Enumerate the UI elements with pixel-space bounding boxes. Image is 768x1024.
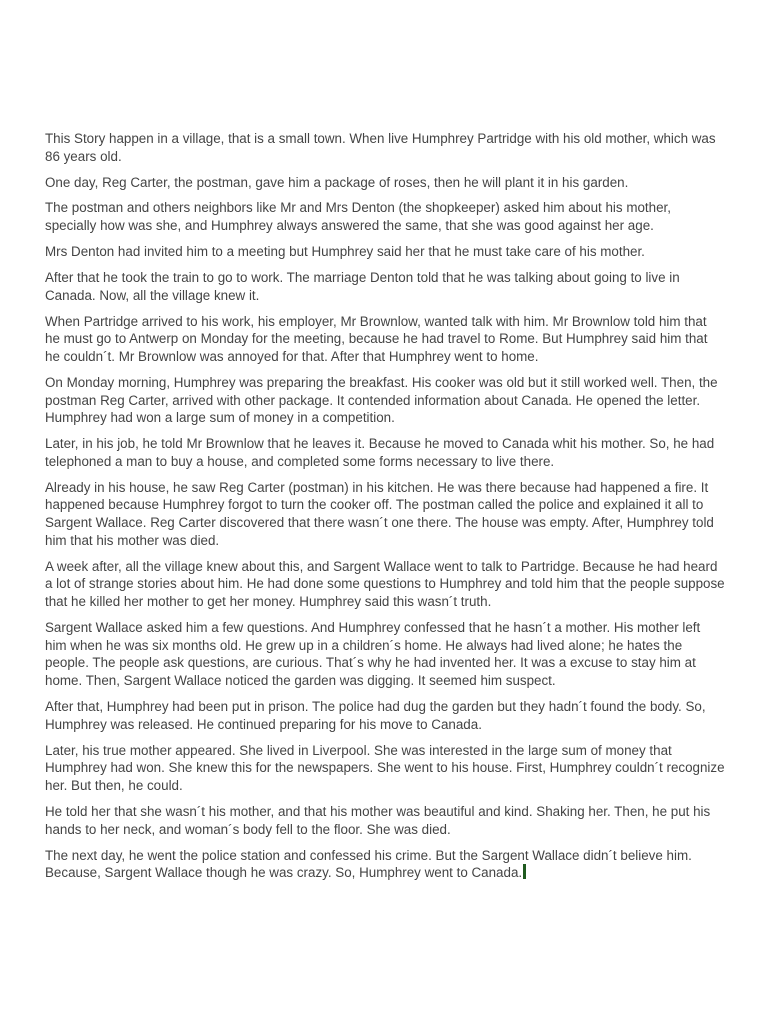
paragraph-1: This Story happen in a village, that is a small town. When live Humphrey Partridge with his old mother, which was 86 years old. [45, 131, 716, 164]
paragraph-4: Mrs Denton had invited him to a meeting but Humphrey said her that he must take care of his mother. [45, 244, 645, 260]
paragraph-3: The postman and others neighbors like Mr and Mrs Denton (the shopkeeper) asked him about his mother, specially how was she, and Humphrey always answered the same, that she was good against her age. [45, 200, 671, 234]
paragraph-10: A week after, all the village knew about this, and Sargent Wallace went to talk to Partridge. Because he had heard a lot of strange stories about him. He had done some questions to Humphrey and told him that the people suppose that he killed her mother to get her money. Humphrey said this wasn´t truth. [45, 558, 725, 610]
paragraph-2: One day, Reg Carter, the postman, gave him a package of roses, then he will plant it in his garden. [45, 174, 629, 190]
paragraph-13: Later, his true mother appeared. She lived in Liverpool. She was interested in the large sum of money that Humphrey had won. She knew this for the newspapers. She went to his house. First, Humphrey couldn´t recognize her. But then, he could. [45, 742, 725, 794]
text-cursor [523, 864, 526, 879]
paragraph-14: He told her that she wasn´t his mother, and that his mother was beautiful and kind. Shaking her. Then, he put his hands to her neck, and woman´s body fell to the floor. She was died. [45, 803, 711, 837]
paragraph-15-text: The next day, he went the police station and confessed his crime. But the Sargent Wallace didn´t believe him. Because, Sargent Wallace though he was crazy. So, Humphrey went to Canada. [45, 847, 692, 881]
paragraph-12: After that, Humphrey had been put in prison. The police had dug the garden but they hadn´t found the body. So, Humphrey was released. He continued preparing for his move to Canada. [45, 699, 706, 732]
paragraph-5: After that he took the train to go to work. The marriage Denton told that he was talking about going to live in Canada. Now, all the village knew it. [45, 269, 680, 303]
paragraph-11: Sargent Wallace asked him a few questions. And Humphrey confessed that he hasn´t a mother. His mother left him when he was six months old. He grew up in a children´s home. He always had lived alone; he hates the people. The people ask questions, are curious. That´s why he had invented her. It was a excuse to stay him at home. Then, Sargent Wallace noticed the garden was digging. It seemed him suspect. [45, 620, 701, 689]
paragraph-7: On Monday morning, Humphrey was preparing the breakfast. His cooker was old but it still worked well. Then, the postman Reg Carter, arrived with other package. It contended information about Canada. He opened the letter. Humphrey had won a large sum of money in a competition. [45, 374, 718, 426]
document-body[interactable] [45, 130, 725, 890]
paragraph-8: Later, in his job, he told Mr Brownlow that he leaves it. Because he moved to Canada whit his mother. So, he had telephoned a man to buy a house, and completed some forms necessary to live there. [45, 436, 715, 469]
paragraph-15 [45, 847, 725, 882]
paragraph-9: Already in his house, he saw Reg Carter (postman) in his kitchen. He was there because had happened a fire. It happened because Humphrey forgot to turn the cooker off. The postman called the police and explained it all to Sargent Wallace. Reg Carter discovered that there wasn´t one there. The house was empty. After, Humphrey told him that his mother was died. [45, 479, 714, 548]
paragraph-6: When Partridge arrived to his work, his employer, Mr Brownlow, wanted talk with him. Mr Brownlow told him that he must go to Antwerp on Monday for the meeting, because he had travel to Rome. But Humphrey said him that he couldn´t. Mr Brownlow was annoyed for that. After that Humphrey went to home. [45, 313, 708, 364]
